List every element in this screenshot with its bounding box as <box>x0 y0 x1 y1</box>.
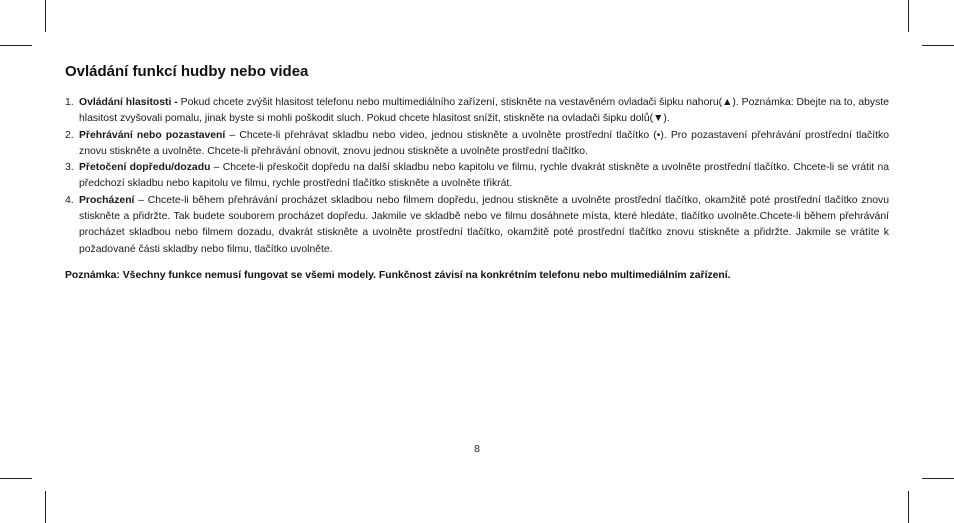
list-item-volume <box>65 95 889 128</box>
item-number: 1. <box>65 97 74 108</box>
crop-mark-top-right-vertical <box>908 0 909 32</box>
crop-mark-top-right-horizontal <box>922 45 954 46</box>
item-term: Ovládání hlasitosti - <box>79 97 178 108</box>
crop-mark-bottom-left-horizontal <box>0 478 32 479</box>
item-term: Přehrávání nebo pozastavení <box>79 129 226 141</box>
list-item-skip <box>65 160 889 193</box>
crop-mark-bottom-right-vertical <box>908 491 909 523</box>
item-text: – Chcete-li přeskočit dopředu na další skladbu nebo kapitolu ve filmu, rychle dvakrát stiskněte a uvolněte prostřední tlačítko. Chcete-li se vrátit na předchozí skladbu nebo kapitolu ve filmu, rychle prostřední tlačítko stiskněte a uvolněte třikrát. <box>79 162 890 190</box>
crop-mark-bottom-right-horizontal <box>922 478 954 479</box>
list-item-scan <box>65 193 889 258</box>
crop-mark-top-left-vertical <box>45 0 46 32</box>
item-term: Přetočení dopředu/dozadu <box>79 162 211 174</box>
page-number: 8 <box>474 443 480 455</box>
item-text: Pokud chcete zvýšit hlasitost telefonu nebo multimediálního zařízení, stiskněte na vestavěném ovladači šipku nahoru(▲). Poznámka: Dbejte na to, abyste hlasitost zvyšovali pomalu, jinak byste si mohli poškodit sluch. Pokud chcete hlasitost snížit, stiskněte na ovladači šipku dolů(▼). <box>79 97 889 125</box>
item-term: Procházení <box>79 194 135 206</box>
list-item-play-pause <box>65 128 889 161</box>
note: Poznámka: Všechny funkce nemusí fungovat se všemi modely. Funkčnost závisí na konkrétním telefonu nebo multimediálním zařízení. <box>65 270 731 281</box>
item-number: 3. <box>65 162 74 174</box>
crop-mark-top-left-horizontal <box>0 45 32 46</box>
item-text: – Chcete-li přehrávat skladbu nebo video, jednou stiskněte a uvolněte prostřední tlačítko (•). Pro pozastavení přehrávání prostřední tlačítko znovu stiskněte a uvolněte. Chcete-li přehrávání obnovit, znovu jednou stiskněte a uvolněte prostřední tlačítko. <box>79 129 889 157</box>
item-text: – Chcete-li během přehrávání procházet skladbou nebo filmem dopředu, jednou stiskněte a uvolněte prostřední tlačítko, okamžitě poté prostřední tlačítko znovu stiskněte a přidržte. Tak budete souborem procházet dopředu. Jakmile ve skladbě nebo ve filmu dosáhnete místa, které hledáte, tlačítko uvolněte.Chcete-li během přehrávání procházet skladbou nebo filmem dozadu, dvakrát stiskněte a uvolněte prostřední tlačítko, okamžitě poté prostřední tlačítko znovu stiskněte a přidržte. Jakmile se vrátíte k požadované části skladby nebo filmu, tlačítko uvolněte. <box>79 194 889 255</box>
crop-mark-bottom-left-vertical <box>45 491 46 523</box>
instruction-list <box>65 95 889 258</box>
item-number: 4. <box>65 194 74 206</box>
page-title: Ovládání funkcí hudby nebo videa <box>65 63 309 80</box>
item-number: 2. <box>65 129 74 141</box>
